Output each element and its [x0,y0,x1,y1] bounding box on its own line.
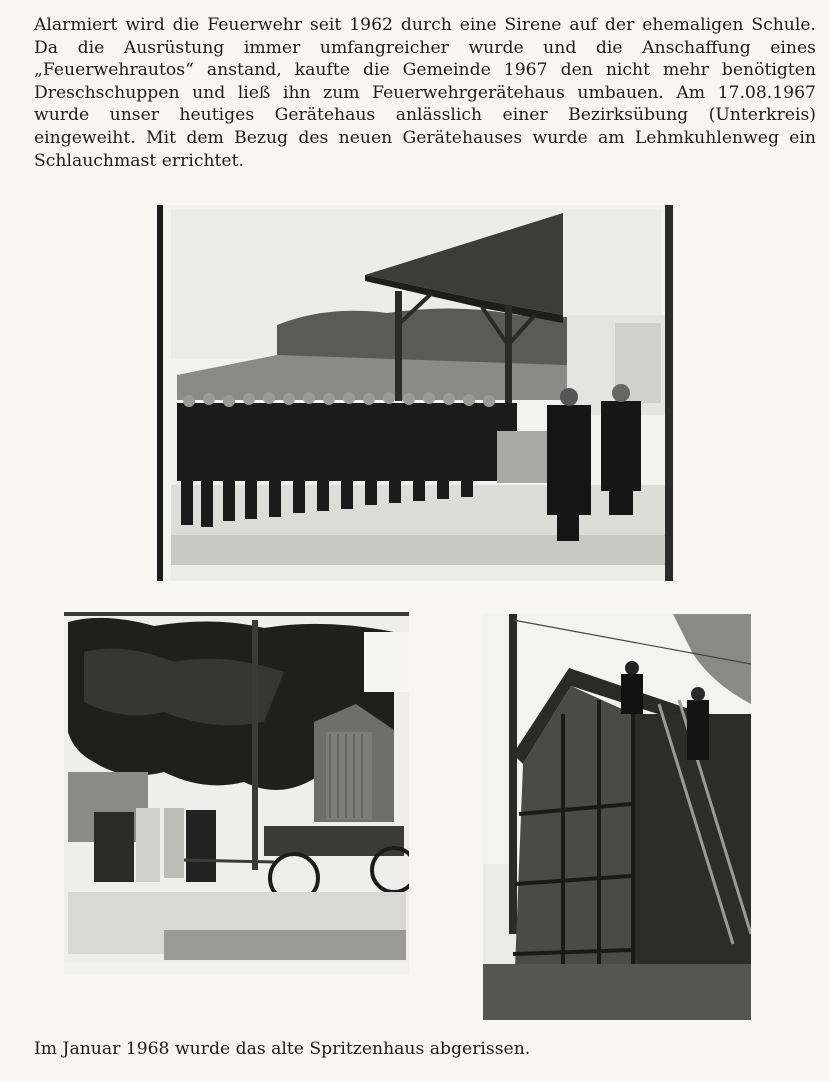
body-paragraph: Alarmiert wird die Feuerwehr seit 1962 durch eine Sirene auf der ehemaligen Schule. Da die Ausrüstung immer umfangreicher wurde und die Anschaffung eines „Feuerwehrautos“ anstand, kaufte die Gemeinde 1967 den nicht mehr benötigten Dreschschuppen und ließ ihn zum Feuerwehrgerätehaus umbauen. Am 17.08.1967 wurde unser heutiges Gerätehaus anlässlich einer Bezirksübung (Unterkreis) eingeweiht. Mit dem Bezug des neuen Gerätehauses wurde am Lehmkuhlenweg ein Schlauchmast errichtet. [34,15,816,171]
photo-brigade-inspection [157,205,673,581]
photo-caption: Im Januar 1968 wurde das alte Spritzenhaus abgerissen. [34,1039,531,1059]
photo-demolition [483,614,751,1020]
photo-old-spritzenhaus [64,612,409,974]
